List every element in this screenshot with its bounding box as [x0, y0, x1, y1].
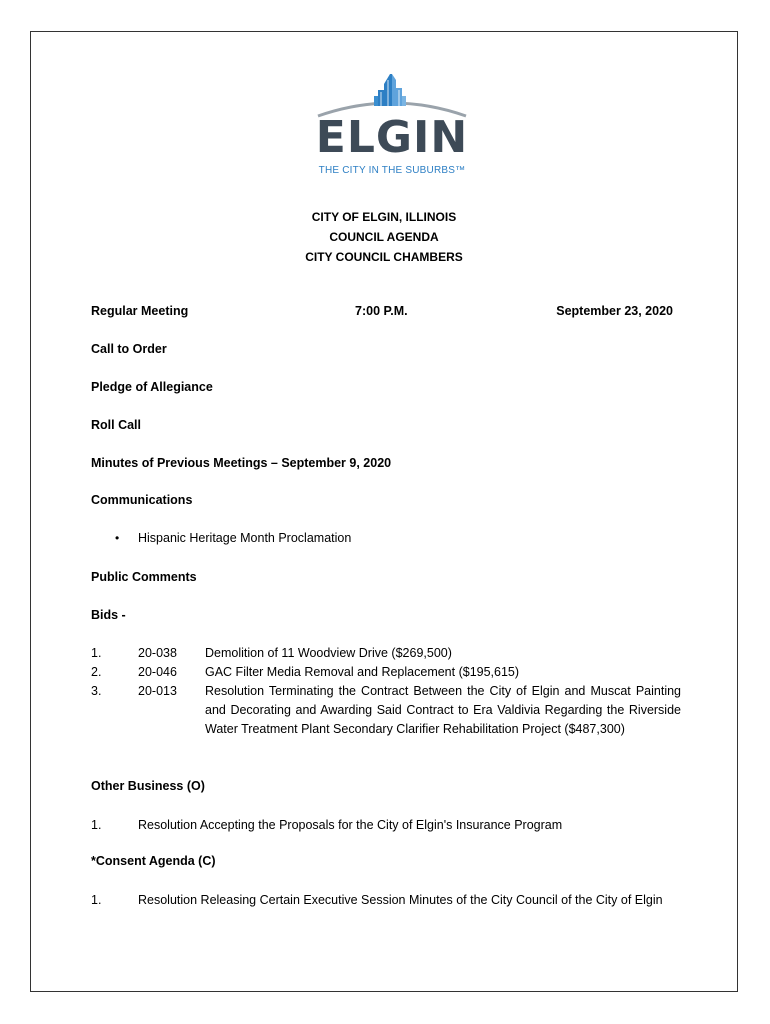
item-description: Resolution Accepting the Proposals for the City of Elgin's Insurance Program: [138, 818, 563, 832]
agenda-header: [31, 207, 737, 267]
header-city: CITY OF ELGIN, ILLINOIS: [311, 210, 457, 224]
section-call-to-order: Call to Order: [91, 342, 167, 356]
bid-code: 20-038: [138, 646, 177, 660]
bid-number: 3.: [91, 684, 102, 698]
meeting-date: September 23, 2020: [556, 304, 673, 318]
item-number: 1.: [91, 818, 102, 832]
agenda-page: [30, 31, 738, 992]
header-location: CITY COUNCIL CHAMBERS: [305, 250, 463, 264]
section-roll-call: Roll Call: [91, 418, 142, 432]
section-other-business: Other Business (O): [91, 779, 205, 793]
section-consent-agenda: *Consent Agenda (C): [91, 854, 216, 868]
section-communications: Communications: [91, 493, 193, 507]
section-pledge: Pledge of Allegiance: [91, 380, 213, 394]
bid-number: 2.: [91, 665, 102, 679]
communication-item: [115, 531, 351, 545]
city-logo: [312, 70, 472, 176]
section-bids: Bids -: [91, 608, 126, 622]
item-description: Resolution Releasing Certain Executive Session Minutes of the City Council of the City of Elgin: [138, 893, 663, 907]
bullet-icon: •: [115, 531, 120, 545]
header-title: COUNCIL AGENDA: [329, 230, 439, 244]
meeting-info: [91, 304, 673, 324]
meeting-type: Regular Meeting: [91, 304, 189, 318]
bid-code: 20-046: [138, 665, 177, 679]
bid-description: Demolition of 11 Woodview Drive ($269,500): [205, 646, 452, 660]
item-number: 1.: [91, 893, 102, 907]
bid-description: Resolution Terminating the Contract Between the City of Elgin and Muscat Painting and Decorating and Awarding Said Contract to Era Valdivia Regarding the Riverside Water Treatment Plant Secondary Clarifier Rehabilitation Project ($487,300): [205, 684, 681, 736]
bid-code: 20-013: [138, 684, 177, 698]
logo-tagline: THE CITY IN THE SUBURBS™: [318, 165, 466, 176]
section-public-comments: Public Comments: [91, 570, 197, 584]
logo-wordmark: ELGIN: [315, 112, 469, 163]
meeting-time: 7:00 P.M.: [355, 304, 408, 318]
bid-number: 1.: [91, 646, 102, 660]
bid-description: GAC Filter Media Removal and Replacement ($195,615): [205, 665, 520, 679]
section-minutes: Minutes of Previous Meetings – September 9, 2020: [91, 456, 392, 470]
communication-text: Hispanic Heritage Month Proclamation: [138, 531, 352, 545]
